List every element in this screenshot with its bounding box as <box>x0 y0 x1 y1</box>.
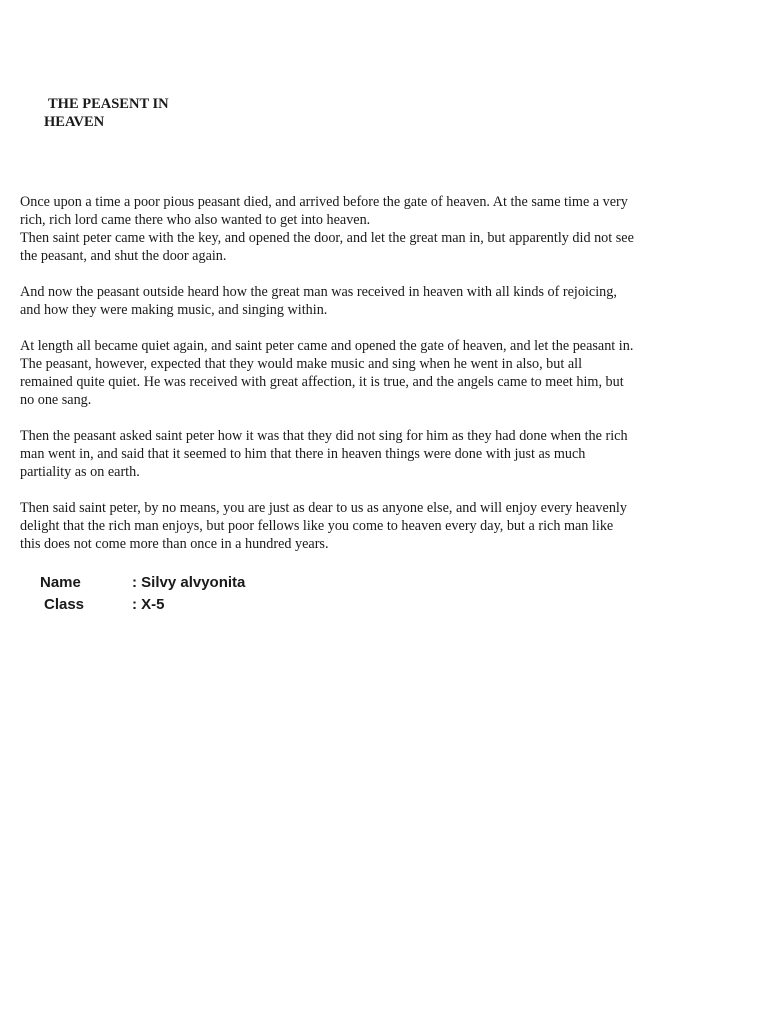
class-value: : X-5 <box>132 596 165 613</box>
student-info <box>40 572 245 616</box>
class-label: Class <box>44 596 85 613</box>
class-row <box>40 594 245 616</box>
paragraph-2: And now the peasant outside heard how the great man was received in heaven with all kinds of rejoicing, and how they were making music, and singing within. <box>20 284 617 318</box>
name-row <box>40 572 245 594</box>
paragraph-5: Then said saint peter, by no means, you are just as dear to us as anyone else, and will enjoy every heavenly delight that the rich man enjoys, but poor fellows like you come to heaven every day, but a rich man like this does not come more than once in a hundred years. <box>20 500 627 552</box>
name-value: : Silvy alvyonita <box>132 574 246 591</box>
name-label: Name <box>40 574 81 591</box>
story-title <box>44 95 244 131</box>
paragraph-4: Then the peasant asked saint peter how it was that they did not sing for him as they had done when the rich man went in, and said that it seemed to him that there in heaven things were done with just as much partiality as on earth. <box>20 428 628 480</box>
title-line-2: HEAVEN <box>44 114 105 130</box>
paragraph-3: At length all became quiet again, and saint peter came and opened the gate of heaven, and let the peasant in. The peasant, however, expected that they would make music and sing when he went in also, but all remained quite quiet. He was received with great affection, it is true, and the angels came to meet him, but no one sang. <box>20 338 634 408</box>
paragraph-1: Once upon a time a poor pious peasant died, and arrived before the gate of heaven. At the same time a very rich, rich lord came there who also wanted to get into heaven. Then saint peter came with the key, and opened the door, and let the great man in, but apparently did not see the peasant, and shut the door again. <box>20 194 634 264</box>
story-body <box>20 193 720 571</box>
title-line-1: THE PEASENT IN <box>48 96 169 112</box>
